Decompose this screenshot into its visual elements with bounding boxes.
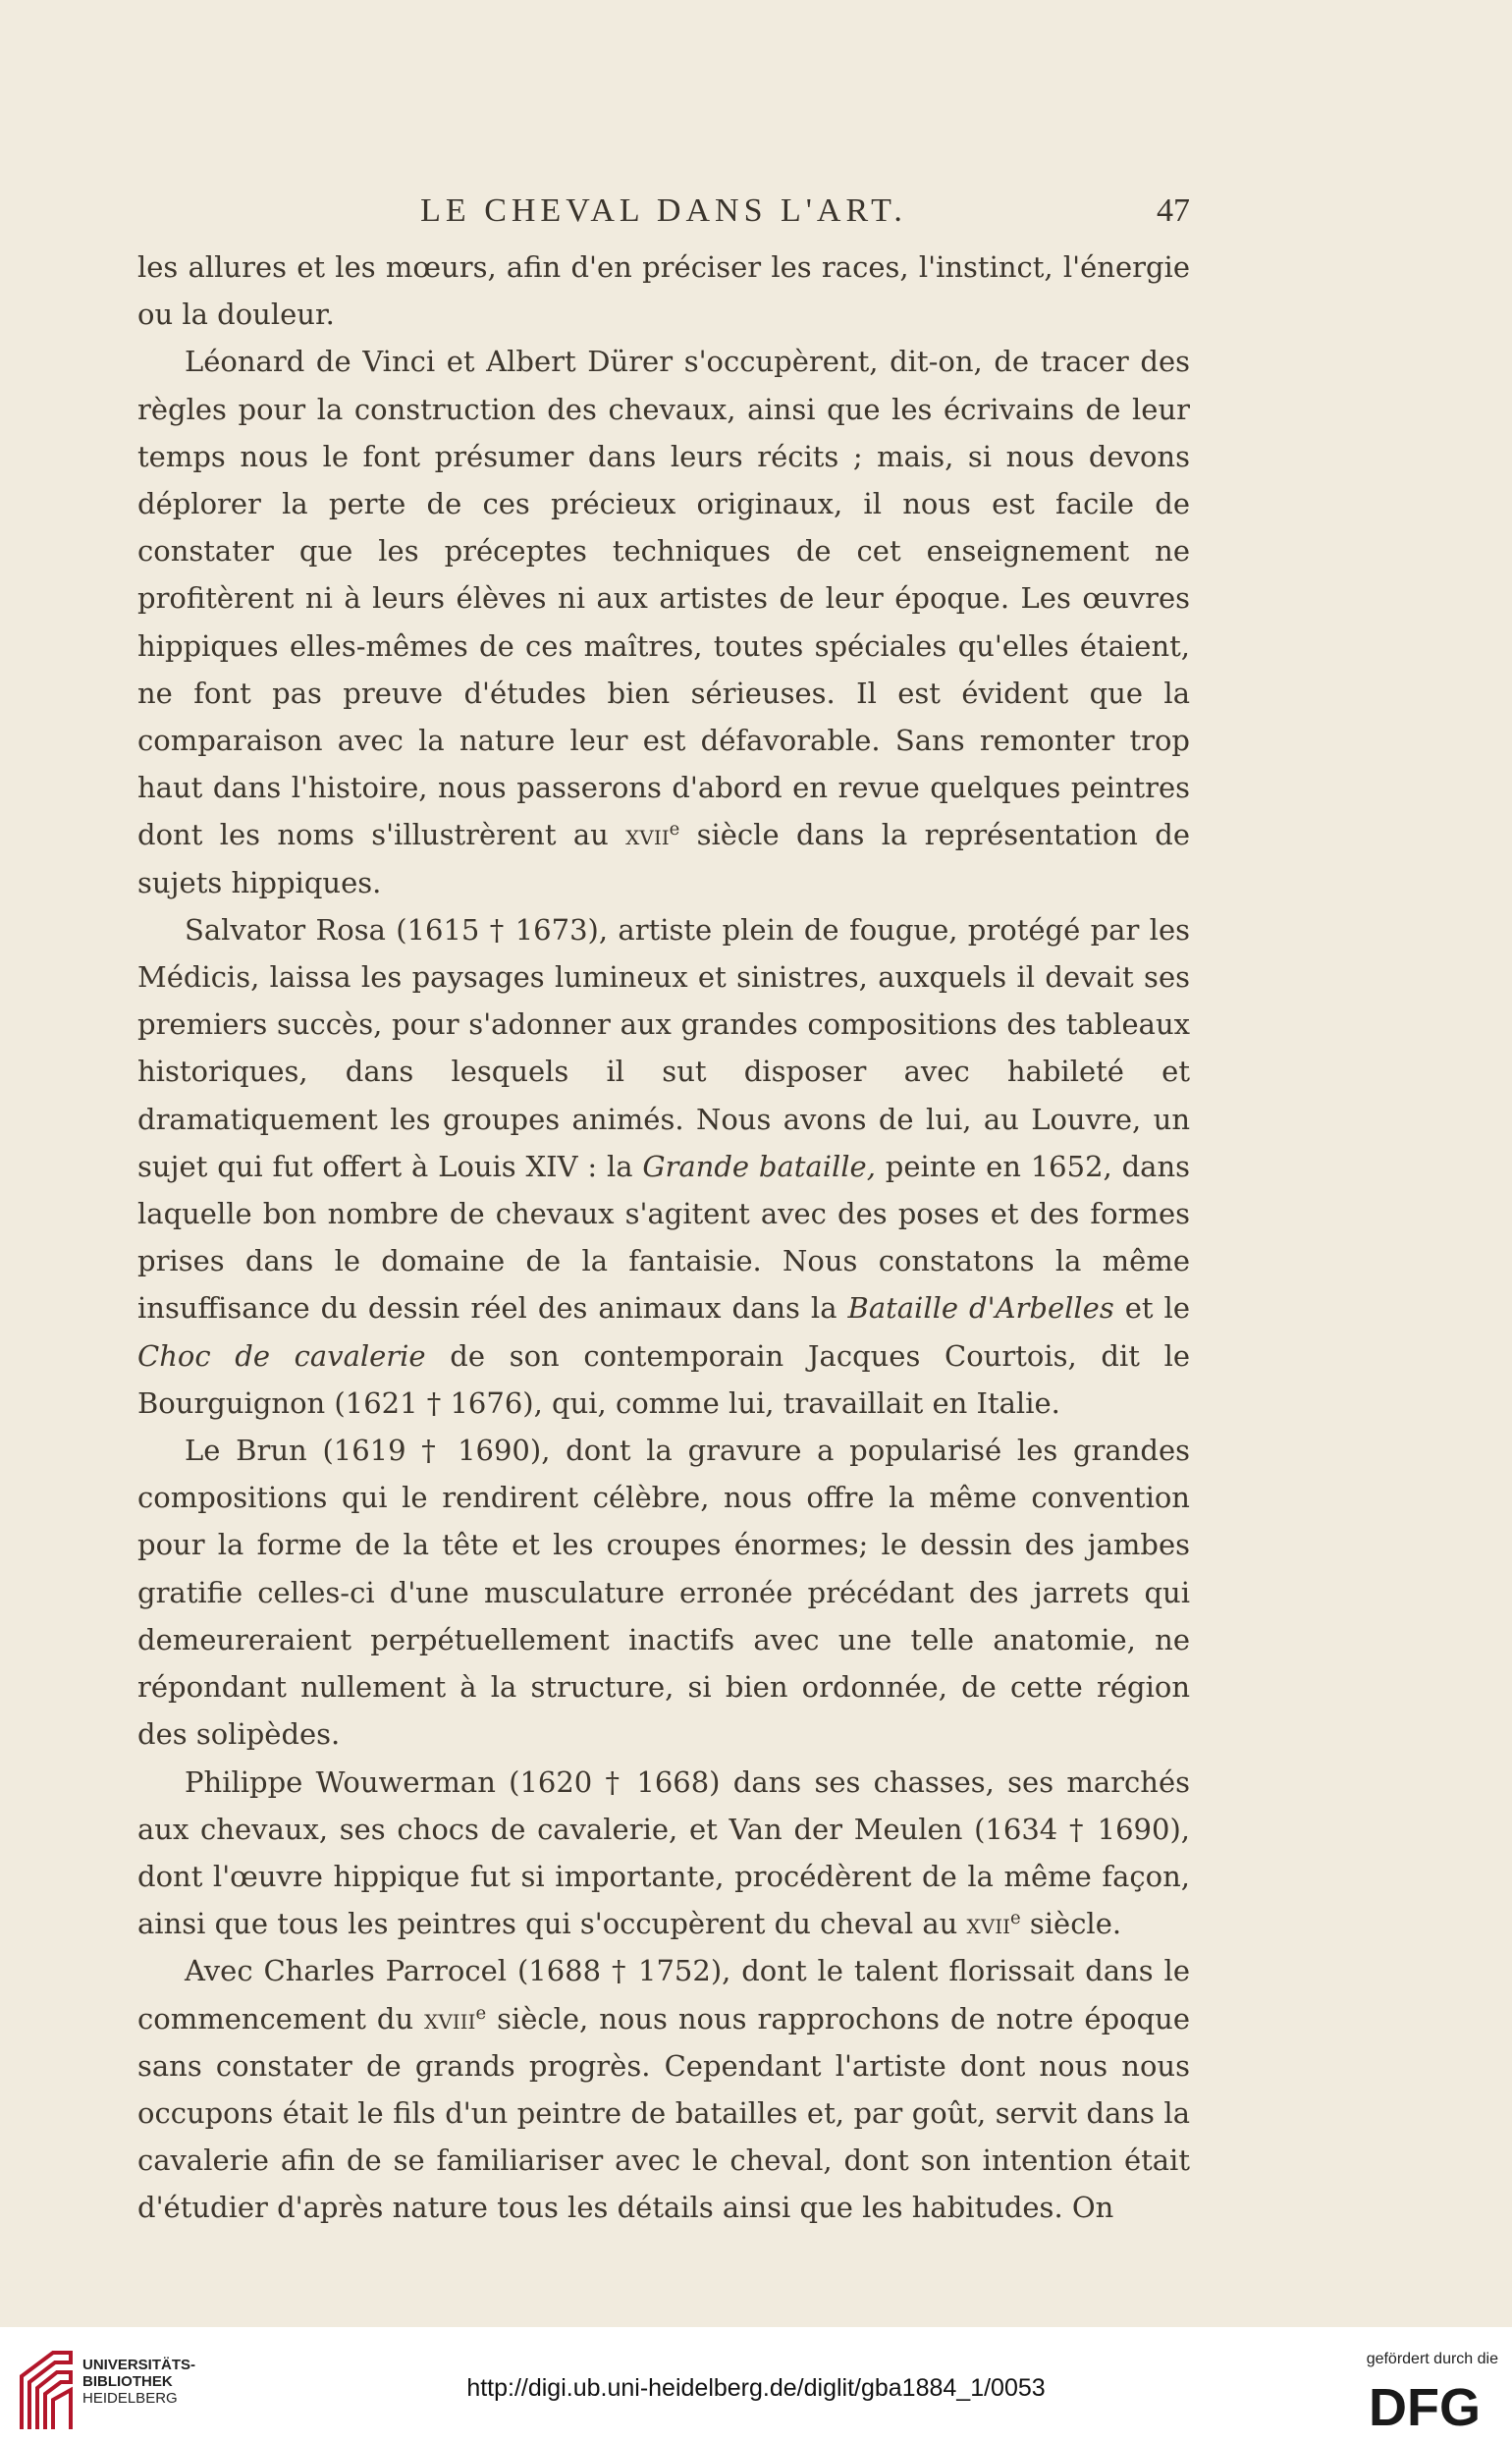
dfg-logo-icon[interactable] xyxy=(1351,2380,1498,2435)
dfg-logo-text: DFG xyxy=(1369,2380,1481,2431)
paragraph-text: siècle dans la représentation de sujets hippiques. xyxy=(137,818,1191,899)
page-header xyxy=(137,192,1190,236)
paragraph-1 xyxy=(137,244,1190,338)
library-name-line: UNIVERSITÄTS- xyxy=(82,2357,196,2373)
superscript: e xyxy=(1010,1908,1021,1929)
paragraph-text: siècle. xyxy=(1029,1907,1122,1941)
paragraph-text: siècle, nous nous rapprochons de notre époque sans constater de grands progrès. Cependant l'artiste dont nous nous occupons était le fils d'un peintre de batailles et, par goût, servit dans la cavalerie afin de se familiariser avec le cheval, dont son intention était d'étudier d'après nature tous les détails ainsi que les habitudes. On xyxy=(137,2001,1191,2225)
permalink-url[interactable]: http://digi.ub.uni-heidelberg.de/diglit/gba1884_1/0053 xyxy=(466,2374,1046,2402)
paragraph-text: Le Brun (1619 † 1690), dont la gravure a popularisé les grandes compositions qui le rendirent célèbre, nous offre la même convention pour la forme de la tête et les croupes énormes; le dessin des jambes gratifie celles-ci d'une musculature erronée précédant des jarrets qui demeureraient perpétuellement inactifs avec une telle anatomie, ne répondant nullement à la structure, si bien ordonnée, de cette région des solipèdes. xyxy=(137,1434,1190,1752)
paragraph-5 xyxy=(137,1759,1190,1948)
paragraph-text: Philippe Wouwerman (1620 † 1668) dans ses chasses, ses marchés aux chevaux, ses chocs de cavalerie, et Van der Meulen (1634 † 1690), dont l'œuvre hippique fut si importante, procédèrent de la même façon, ainsi que tous les peintres qui s'occupèrent du cheval au xyxy=(137,1764,1190,1941)
paragraph-2 xyxy=(137,338,1190,905)
library-name-line: HEIDELBERG xyxy=(82,2390,178,2407)
paragraph-text: peinte en 1652, dans laquelle bon nombre de chevaux s'agitent avec des poses et des formes prises dans le domaine de la fantaisie. Nous constatons la même insuffisance du dessin réel des animaux dans la xyxy=(137,1149,1190,1326)
paragraph-text: Léonard de Vinci et Albert Dürer s'occupèrent, dit-on, de tracer des règles pour la construction des chevaux, ainsi que les écrivains de leur temps nous le font présumer dans leurs récits ; mais, si nous devons déplorer la perte de ces précieux originaux, il nous est facile de constater que les préceptes techniques de cet enseignement ne profitèrent ni à leurs élèves ni aux artistes de leur époque. Les œuvres hippiques elles-mêmes de ces maîtres, toutes spéciales qu'elles étaient, ne font pas preuve d'études bien sérieuses. Il est évident que la comparaison avec la nature leur est défavorable. Sans remonter trop haut dans l'histoire, nous passerons d'abord en revue quelques peintres dont les noms s'illustrèrent au xyxy=(137,345,1190,852)
funded-by-label: gefördert durch die xyxy=(1366,2351,1498,2367)
paragraph-6 xyxy=(137,1947,1190,2231)
paragraph-text: Salvator Rosa (1615 † 1673), artiste plein de fougue, protégé par les Médicis, laissa les paysages lumineux et sinistres, auxquels il devait ses premiers succès, pour s'adonner aux grandes compositions des tableaux historiques, dans lesquels il sut disposer avec habileté et dramatiquement les groupes animés. Nous avons de lui, au Louvre, un sujet qui fut offert à Louis XIV : la xyxy=(137,912,1190,1183)
paragraph-text: de son contemporain Jacques Courtois, dit le Bourguignon (1621 † 1676), qui, comme lui, travaillait en Italie. xyxy=(137,1338,1191,1420)
artwork-title: Bataille d'Arbelles xyxy=(847,1291,1114,1326)
century-numeral: xviii xyxy=(424,2001,476,2035)
body-text xyxy=(137,244,1190,2232)
paragraph-text: Avec Charles Parrocel (1688 † 1752), dont le talent florissait dans le commencement du xyxy=(137,1954,1190,2035)
library-name-line: BIBLIOTHEK xyxy=(82,2373,173,2390)
century-numeral: xvii xyxy=(966,1907,1011,1941)
artwork-title: Choc de cavalerie xyxy=(137,1338,426,1373)
superscript: e xyxy=(669,819,680,841)
paragraph-text: et le xyxy=(1124,1291,1190,1326)
paragraph-4 xyxy=(137,1427,1190,1758)
paragraph-3 xyxy=(137,906,1190,1427)
page-number: 47 xyxy=(1157,192,1190,229)
running-title: LE CHEVAL DANS L'ART. xyxy=(420,192,907,229)
paragraph-text: les allures et les mœurs, afin d'en préciser les races, l'instinct, l'énergie ou la douleur. xyxy=(137,250,1190,332)
century-numeral: xvii xyxy=(625,818,670,852)
artwork-title: Grande bataille, xyxy=(642,1149,876,1183)
superscript: e xyxy=(475,2002,487,2024)
